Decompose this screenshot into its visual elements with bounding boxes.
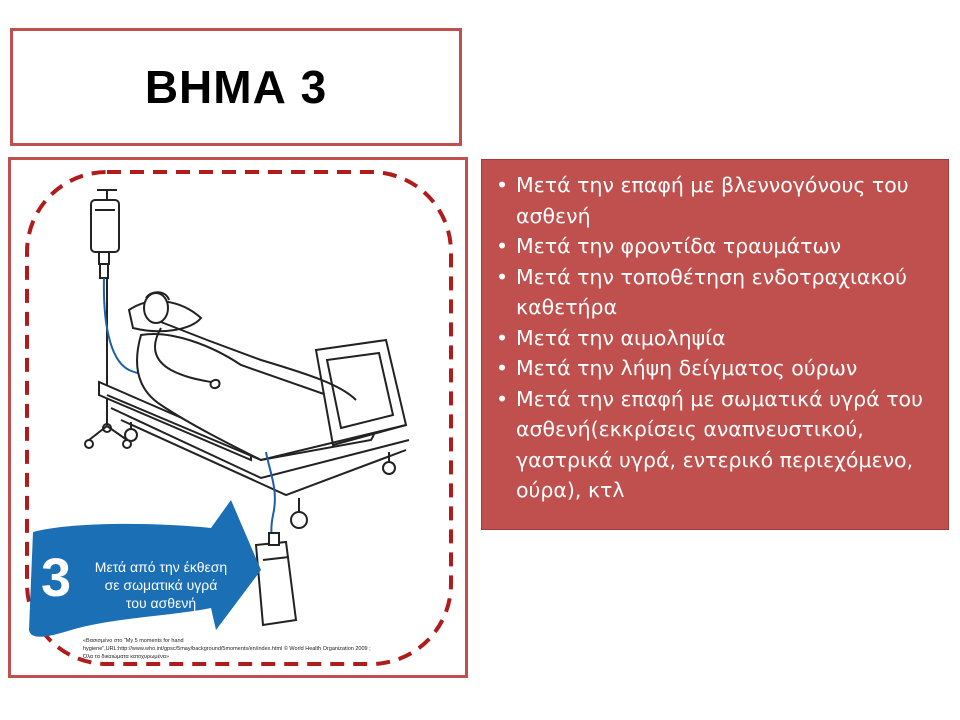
- credit-line-1: «Βασισμένο στο “My 5 moments for hand: [83, 638, 184, 644]
- list-item: • Μετά την φροντίδα τραυμάτων: [490, 231, 928, 262]
- list-item: • Μετά την αιμοληψία: [490, 323, 928, 354]
- list-item: • Μετά την επαφή με σωματικά υγρά του ασθενή(εκκρίσεις αναπνευστικού, γαστρικά υγρά, εντερικό περιεχόμενο, ούρα), κτλ: [490, 384, 928, 506]
- credit-line-2: hygiene”,URL:http://www.who.int/gpsc/5may/background/5moments/en/index.html © World Health Organization 2009 ;: [83, 646, 371, 652]
- info-box: [481, 159, 949, 530]
- badge-number: 3: [41, 548, 72, 608]
- list-item: • Μετά την λήψη δείγματος ούρων: [490, 353, 928, 384]
- drainage-bag: [256, 533, 296, 625]
- badge-line-3: του ασθενή: [125, 595, 197, 611]
- bullet: •: [496, 325, 509, 350]
- patient-bed-illustration: [11, 160, 465, 675]
- list-item: • Μετά την τοποθέτηση ενδοτραχιακού καθετήρα: [490, 262, 928, 323]
- iv-bag: [91, 200, 119, 278]
- list-item: • Μετά την επαφή με βλεννογόνους του ασθενή: [490, 170, 928, 231]
- bullet: •: [496, 386, 509, 411]
- slide-title: ΒΗΜΑ 3: [144, 61, 328, 113]
- credit-text: [82, 637, 371, 660]
- badge-line-1: Μετά από την έκθεση: [94, 559, 228, 575]
- bullet: •: [496, 356, 509, 380]
- moment-badge: [29, 500, 261, 637]
- bullet: •: [496, 173, 509, 197]
- badge-line-2: σε σωματικά υγρά: [104, 577, 218, 593]
- hospital-bed: [99, 334, 409, 528]
- info-list: [490, 170, 928, 506]
- title-box: [10, 28, 462, 146]
- bullet: •: [496, 264, 509, 289]
- bullet: •: [496, 234, 509, 258]
- illustration-frame: [8, 157, 468, 678]
- credit-line-3: Όλα τα δικαιώματα κατοχυρωμένα»: [83, 654, 170, 660]
